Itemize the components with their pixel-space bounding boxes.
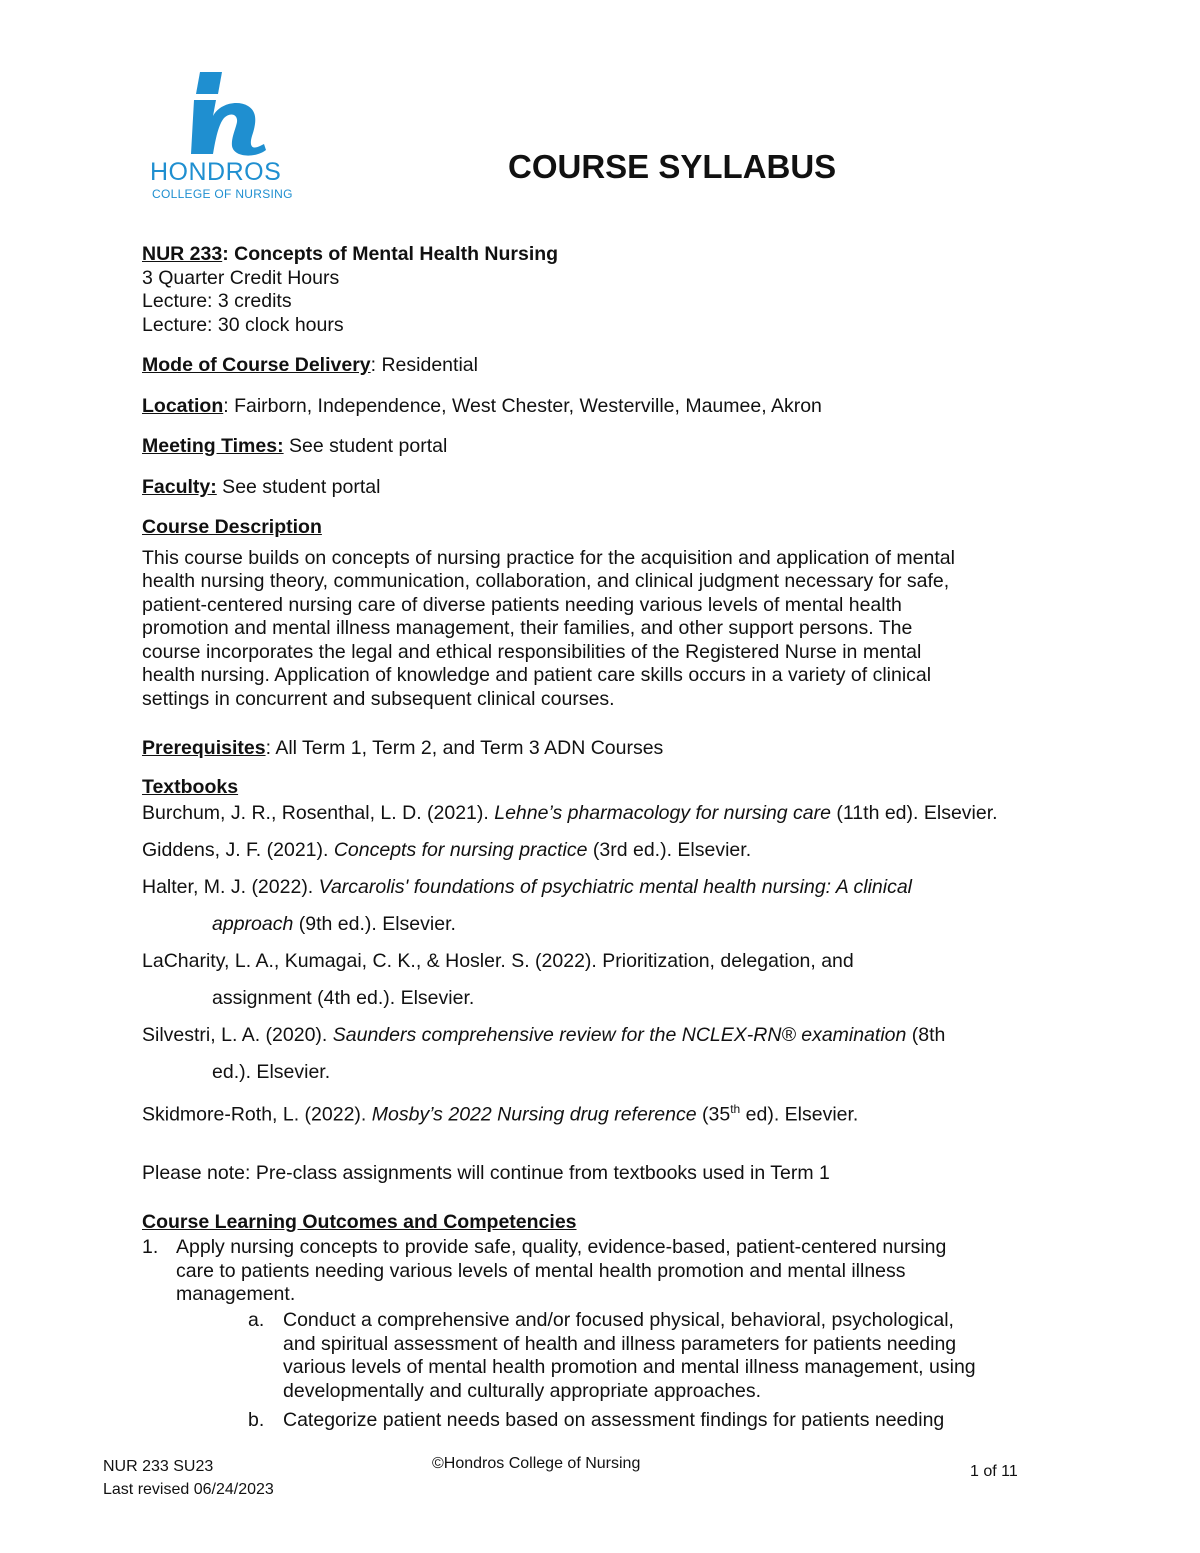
description-line: health nursing. Application of knowledge and patient care skills occurs in a variety of clinical	[142, 664, 932, 686]
description-line: health nursing theory, communication, collaboration, and clinical judgment necessary for safe,	[142, 570, 950, 592]
course-description	[142, 516, 1142, 711]
outcomes-heading: Course Learning Outcomes and Competencies	[142, 1211, 577, 1233]
textbook-reference: Giddens, J. F. (2021). Concepts for nursing practice (3rd ed.). Elsevier.	[142, 839, 752, 861]
course-header	[142, 243, 558, 337]
course-name: Concepts of Mental Health Nursing	[234, 243, 559, 265]
textbook-list	[142, 795, 1152, 1134]
pre-class-note: Please note: Pre-class assignments will continue from textbooks used in Term 1	[142, 1162, 830, 1184]
mode-of-delivery: Mode of Course Delivery: Residential	[142, 354, 478, 376]
footer-copyright: ©Hondros College of Nursing	[432, 1455, 641, 1472]
sub-outcome-marker: a.	[248, 1309, 265, 1331]
outcome-number: 1.	[142, 1236, 159, 1258]
outcome-item: Apply nursing concepts to provide safe, quality, evidence-based, patient-centered nursing care to patients needing various levels of mental health promotion and mental illness management.	[176, 1236, 947, 1305]
textbook-reference: Skidmore-Roth, L. (2022). Mosby’s 2022 Nursing drug reference (35th ed). Elsevier.	[142, 1102, 859, 1126]
logo-wordmark: HONDROS	[150, 158, 282, 186]
textbook-reference: Halter, M. J. (2022). Varcarolis' foundations of psychiatric mental health nursing: A clinical	[142, 876, 913, 898]
description-line: settings in concurrent and subsequent clinical courses.	[142, 687, 615, 710]
prerequisites: Prerequisites: All Term 1, Term 2, and Term 3 ADN Courses	[142, 737, 664, 759]
lecture-hours: Lecture: 30 clock hours	[142, 313, 344, 336]
textbook-reference-continued: assignment (4th ed.). Elsevier.	[212, 987, 475, 1009]
meeting-times: Meeting Times: See student portal	[142, 435, 448, 457]
textbook-reference: Silvestri, L. A. (2020). Saunders comprehensive review for the NCLEX-RN® examination (8th	[142, 1024, 946, 1046]
sub-outcome-marker: b.	[248, 1409, 265, 1431]
page-title: COURSE SYLLABUS	[508, 148, 837, 185]
description-line: patient-centered nursing care of diverse patients needing various levels of mental health	[142, 593, 902, 616]
footer-course-code: NUR 233 SU23	[103, 1458, 214, 1475]
course-code: NUR 233	[142, 243, 223, 265]
textbook-reference-continued: ed.). Elsevier.	[212, 1061, 331, 1083]
textbook-reference: LaCharity, L. A., Kumagai, C. K., & Hosler. S. (2022). Prioritization, delegation, and	[142, 950, 854, 972]
textbooks-heading: Textbooks	[142, 776, 239, 798]
logo-subtitle: COLLEGE OF NURSING	[152, 187, 293, 201]
college-logo	[148, 70, 308, 206]
description-line: This course builds on concepts of nursing practice for the acquisition and application of mental	[142, 546, 955, 569]
faculty: Faculty: See student portal	[142, 476, 381, 498]
logo-h-mark	[186, 70, 306, 156]
sub-outcome-item: Conduct a comprehensive and/or focused physical, behavioral, psychological, and spiritual assessment of health and illness parameters for patients needing various levels of mental health promotion and mental illness management, using developmentally and culturally appropriate approaches.	[283, 1309, 976, 1402]
sub-outcome-item: Categorize patient needs based on assessment findings for patients needing	[283, 1409, 945, 1431]
textbook-reference: Burchum, J. R., Rosenthal, L. D. (2021). Lehne’s pharmacology for nursing care (11th ed). Elsevier.	[142, 802, 998, 824]
credit-hours: 3 Quarter Credit Hours	[142, 266, 340, 289]
location: Location: Fairborn, Independence, West Chester, Westerville, Maumee, Akron	[142, 395, 822, 417]
description-heading: Course Description	[142, 516, 322, 538]
textbook-reference-continued: approach (9th ed.). Elsevier.	[212, 913, 456, 935]
footer-revised-date: Last revised 06/24/2023	[103, 1481, 274, 1498]
description-line: promotion and mental illness management, their families, and other support persons. The	[142, 617, 913, 639]
lecture-credits: Lecture: 3 credits	[142, 290, 292, 312]
course-title-line: NUR 233: Concepts of Mental Health Nursing	[142, 243, 559, 265]
description-line: course incorporates the legal and ethical responsibilities of the Registered Nurse in mental	[142, 640, 922, 663]
footer-page-number: 1 of 11	[970, 1463, 1018, 1480]
